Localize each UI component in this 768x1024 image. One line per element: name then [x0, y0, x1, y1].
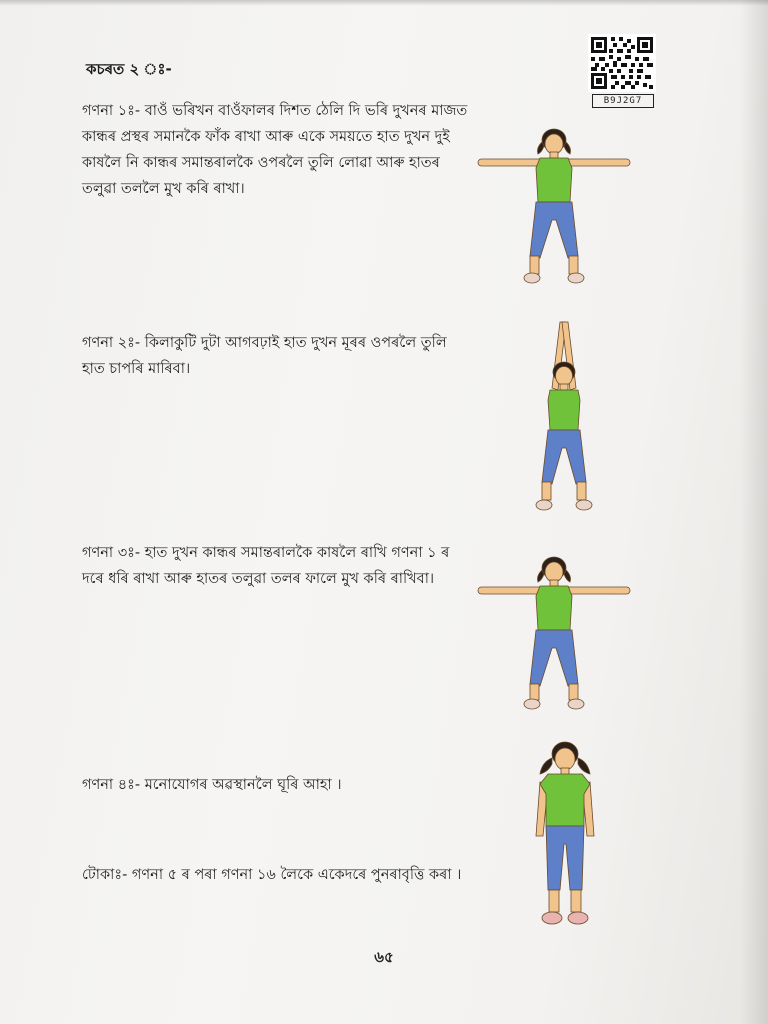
girl-arms-sideways-figure-1 — [474, 128, 634, 290]
page-edge-shadow — [0, 0, 768, 6]
step-4-text: গণনা ৪ঃ- মনোযোগৰ অৱস্থানলৈ ঘূৰি আহা । — [82, 777, 342, 793]
step-1-text: গণনা ১ঃ- বাওঁ ভৰিখন বাওঁফালৰ দিশত ঠেলি দি ভৰি দুখনৰ মাজত কান্ধৰ প্ৰস্থৰ সমানকৈ ফাঁক ৰাখা আৰু একে সময়তে হাত দুখন দুই কাষলৈ নি কান্ধৰ সমান্তৰালকৈ ওপৰলৈ তুলি লোৱা আৰু হাতৰ তলুৱা তললৈ মুখ কৰি ৰাখা। — [82, 103, 468, 197]
girl-arms-sideways-figure-2 — [474, 556, 634, 716]
step-3-text: গণনা ৩ঃ- হাত দুখন কান্ধৰ সমান্তৰালকৈ কাষলৈ ৰাখি গণনা ১ ৰ দৰে ধৰি ৰাখা আৰু হাতৰ তলুৱা তলৰ ফালে মুখ কৰি ৰাখিবা। — [82, 545, 450, 587]
girl-attention-stance-figure — [530, 740, 600, 930]
qr-block[interactable] — [588, 34, 660, 108]
qr-code[interactable] — [588, 34, 656, 92]
section-title: কচৰত ২ ঃ- — [86, 60, 172, 78]
note-text: টোকাঃ- গণনা ৫ ৰ পৰা গণনা ১৬ লৈকে একেদৰে পুনৰাবৃত্তি কৰা । — [82, 867, 462, 883]
girl-arms-overhead-figure — [526, 316, 602, 520]
page-number: ৬৫ — [374, 948, 394, 966]
step-2-text: গণনা ২ঃ- কিলাকুটি দুটা আগবঢ়াই হাত দুখন মূৰৰ ওপৰলৈ তুলি হাত চাপৰি মাৰিবা। — [82, 335, 447, 377]
qr-label: B9J2G7 — [592, 94, 654, 108]
